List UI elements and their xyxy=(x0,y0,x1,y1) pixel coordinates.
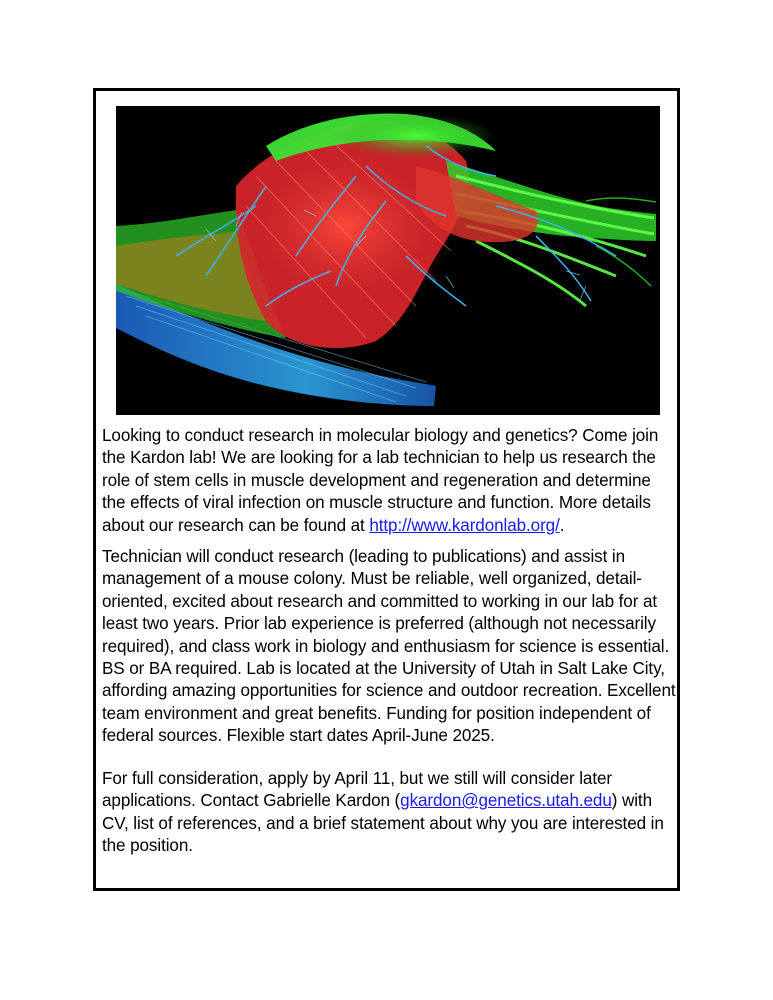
apply-end: ) with CV, list of references, and a brief statement about why you are interested in the position. xyxy=(102,791,664,855)
intro-text: Looking to conduct research in molecular biology and genetics? Come join the Kardon lab! We are looking for a lab technician to help us research the role of stem cells in muscle development and regeneration and determine the effects of viral infection on muscle structure and function. More details about our research can be found at xyxy=(102,426,659,535)
muscle-micrograph-icon xyxy=(116,106,660,415)
intro-end: . xyxy=(559,515,565,535)
job-flyer xyxy=(93,88,680,891)
muscle-micrograph-image xyxy=(116,106,660,415)
flyer-body xyxy=(102,425,677,866)
intro-paragraph xyxy=(102,425,677,537)
apply-text: For full consideration, apply by April 11, but we still will consider later applications. Contact Gabrielle Kardon ( xyxy=(102,768,612,811)
contact-email-link[interactable]: gkardon@genetics.utah.edu xyxy=(400,791,612,811)
lab-website-link[interactable]: http://www.kardonlab.org/ xyxy=(369,515,560,535)
duties-paragraph: Technician will conduct research (leading to publications) and assist in management of a mouse colony. Must be reliable, well organized, detail-oriented, excited about research and committed to working in our lab for at least two years. Prior lab experience is preferred (although not necessarily required), and class work in biology and enthusiasm for science is essential. BS or BA required. Lab is located at the University of Utah in Salt Lake City, affording amazing opportunities for science and outdoor recreation. Excellent team environment and great benefits. Funding for position independent of federal sources. Flexible start dates April-June 2025. xyxy=(102,547,676,746)
apply-paragraph xyxy=(102,768,677,858)
